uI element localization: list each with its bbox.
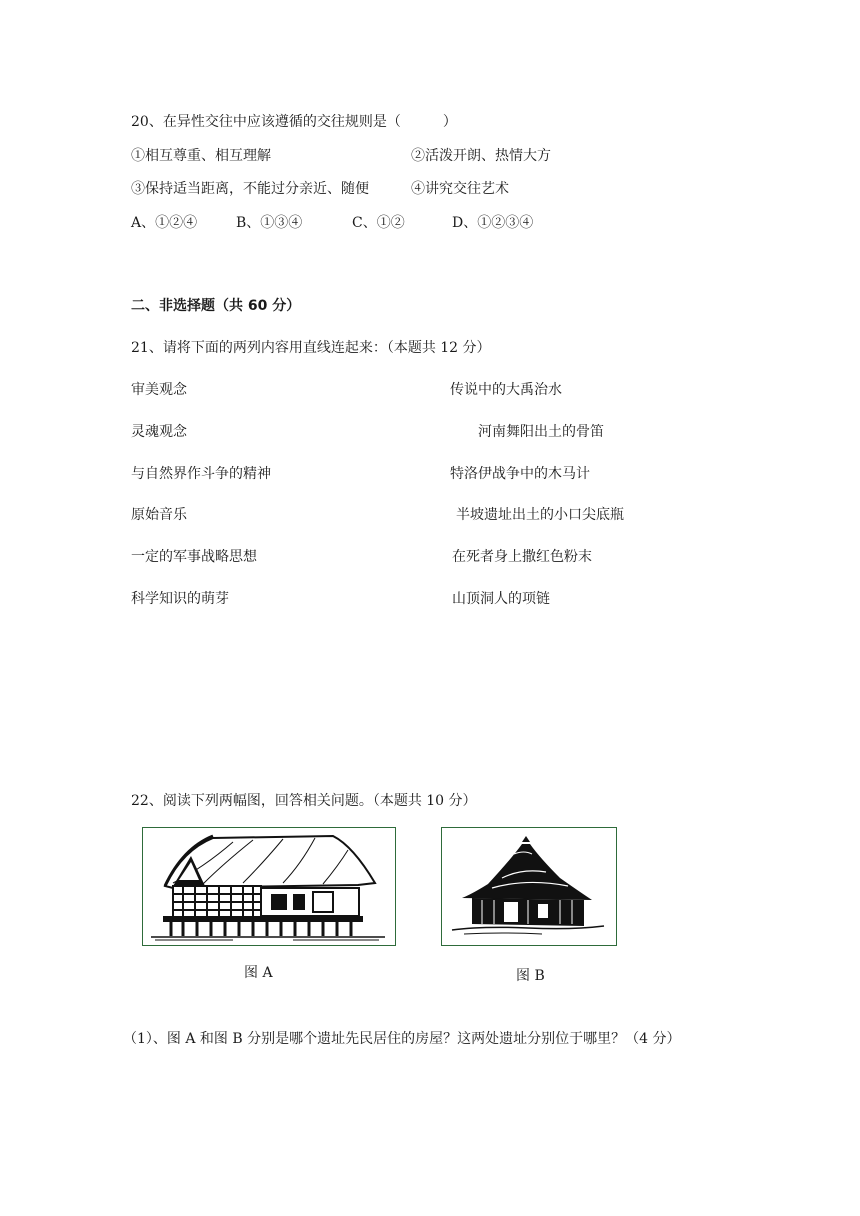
q20-stem: 20、在异性交往中应该遵循的交往规则是（ ） <box>131 114 457 130</box>
q21-right-item: 在死者身上撒红色粉末 <box>452 549 592 565</box>
q21-left-item: 科学知识的萌芽 <box>131 591 229 607</box>
q20-choice-a: A、①②④ <box>131 215 198 231</box>
figure-b <box>441 827 617 946</box>
q20-choice-b: B、①③④ <box>236 215 303 231</box>
q22-subquestion-1: （1）、图 A 和图 B 分别是哪个遗址先民居住的房屋？这两处遗址分别位于哪里？（4 分） <box>123 1031 681 1047</box>
q21-stem: 21、请将下面的两列内容用直线连起来：（本题共 12 分） <box>131 340 491 356</box>
q20-option-4: ④讲究交往艺术 <box>411 181 509 197</box>
q21-left-item: 审美观念 <box>131 382 187 398</box>
q22-stem: 22、阅读下列两幅图，回答相关问题。（本题共 10 分） <box>131 793 477 809</box>
q21-left-item: 与自然界作斗争的精神 <box>131 466 271 482</box>
round-hut-illustration <box>442 828 615 944</box>
q20-option-1: ①相互尊重、相互理解 <box>131 148 271 164</box>
figure-a <box>142 827 396 946</box>
q20-option-2: ②活泼开朗、热情大方 <box>411 148 551 164</box>
section-heading: 二、非选择题（共 60 分） <box>131 298 301 314</box>
q21-right-item: 山顶洞人的项链 <box>452 591 550 607</box>
q20-option-3: ③保持适当距离，不能过分亲近、随便 <box>131 181 369 197</box>
q21-right-item: 特洛伊战争中的木马计 <box>450 466 590 482</box>
q21-left-item: 一定的军事战略思想 <box>131 549 257 565</box>
figure-a-caption: 图 A <box>244 965 273 981</box>
q21-left-item: 灵魂观念 <box>131 424 187 440</box>
q21-right-item: 传说中的大禹治水 <box>450 382 562 398</box>
q21-left-item: 原始音乐 <box>131 507 187 523</box>
stilt-house-illustration <box>143 828 394 944</box>
q21-right-item: 河南舞阳出土的骨笛 <box>478 424 604 440</box>
q20-choice-d: D、①②③④ <box>452 215 534 231</box>
figure-b-caption: 图 B <box>516 968 545 984</box>
q21-right-item: 半坡遗址出土的小口尖底瓶 <box>456 507 624 523</box>
q20-choice-c: C、①② <box>352 215 405 231</box>
